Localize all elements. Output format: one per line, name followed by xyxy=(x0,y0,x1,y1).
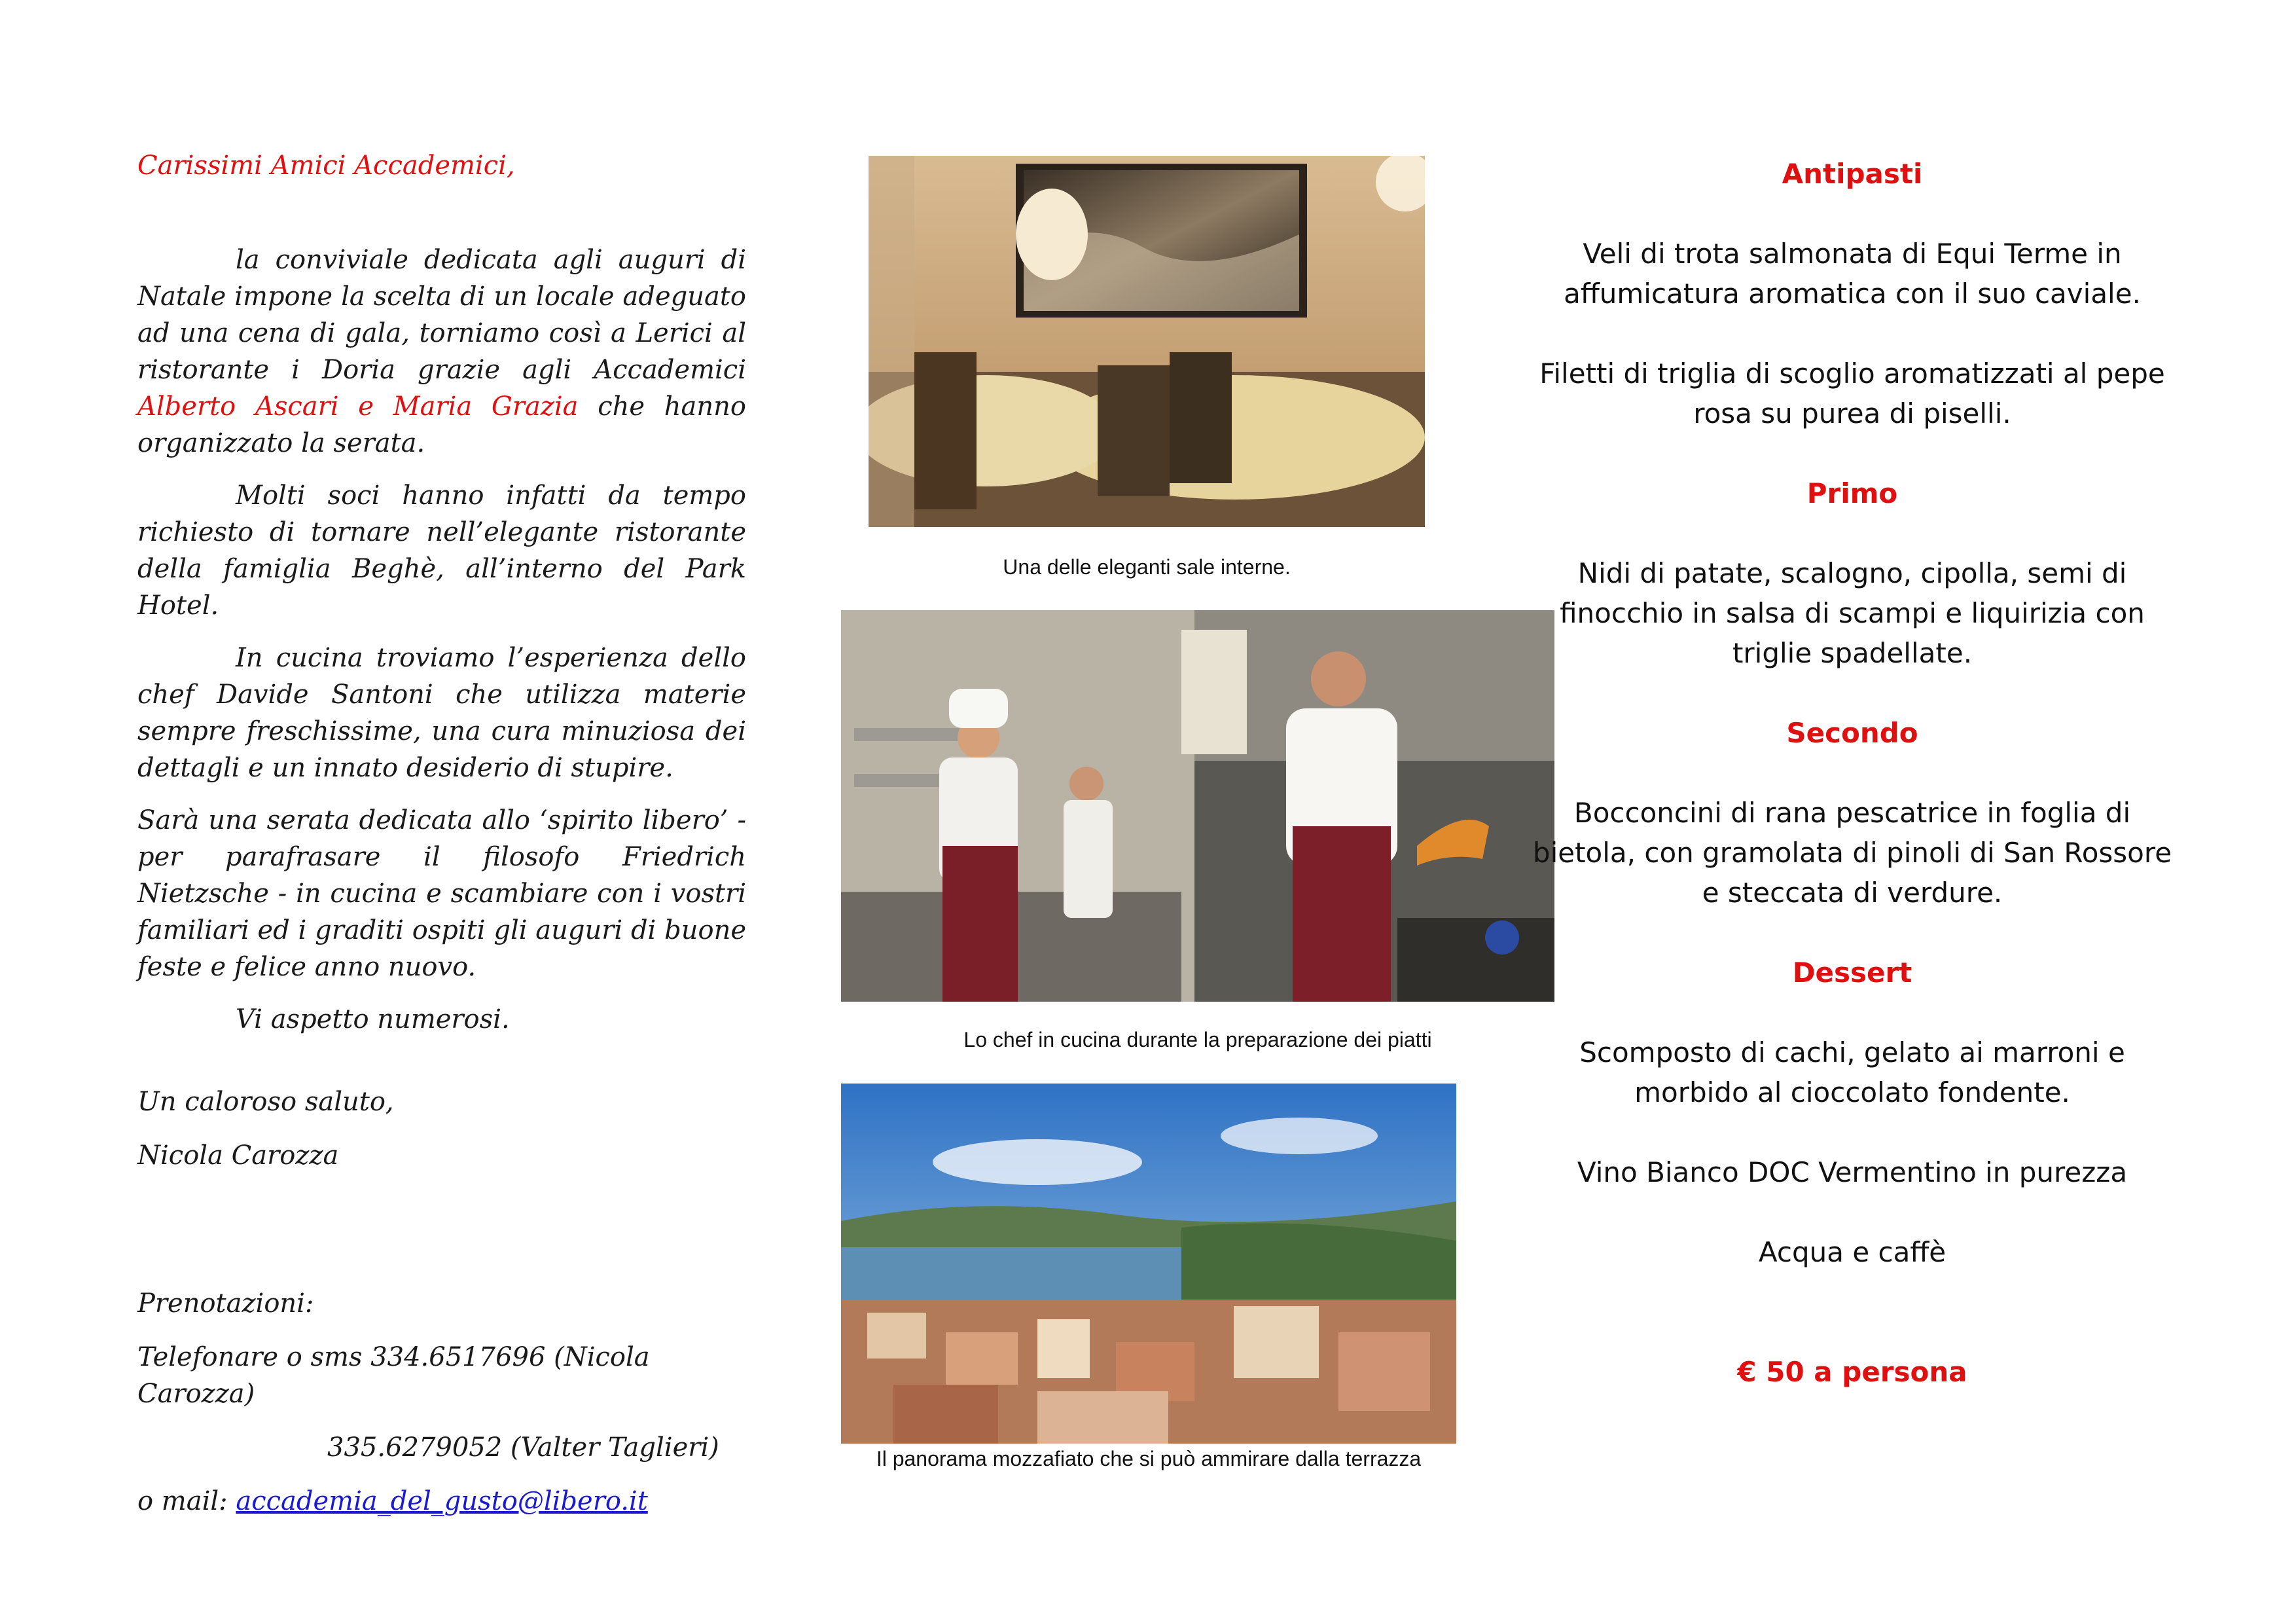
paragraph-chef: In cucina troviamo l’esperienza dello chef Davide Santoni che utilizza materie sempre freschissime, una cura minuziosa dei dettagli e un innato desiderio di stupire. xyxy=(137,643,746,783)
wine: Vino Bianco DOC Vermentino in purezza xyxy=(1577,1156,2128,1188)
secondo-dish: Bocconcini di rana pescatrice in foglia di bietola, con gramolata di pinoli di San Rossore e steccata di verdure. xyxy=(1532,797,2172,909)
paragraph-invite: Vi aspetto numerosi. xyxy=(236,1004,510,1034)
signature: Nicola Carozza xyxy=(137,1140,339,1171)
invitation-letter xyxy=(137,147,746,1537)
bookings-label: Prenotazioni: xyxy=(137,1288,314,1319)
phone-line-2: 335.6279052 (Valter Taglieri) xyxy=(327,1432,719,1463)
phone-line-1: Telefonare o sms 334.6517696 (Nicola Carozza) xyxy=(137,1342,650,1409)
dessert-heading: Dessert xyxy=(1792,957,1912,989)
paragraph-intro: la conviviale dedicata agli auguri di Natale impone la scelta di un locale adeguato ad una cena di gala, torniamo così a Lerici al ristorante i Doria grazie agli Accademici Alberto Ascari e Maria Grazia che hanno organizzato la serata. xyxy=(137,245,747,458)
secondo-heading: Secondo xyxy=(1786,717,1918,749)
kitchen-photo xyxy=(841,610,1554,1002)
price: € 50 a persona xyxy=(1737,1356,1967,1388)
mail-line: o mail: accademia_del_gusto@libero.it xyxy=(137,1486,648,1516)
signature-block xyxy=(137,1084,746,1174)
menu xyxy=(1525,154,2179,1392)
closing: Un caloroso saluto, xyxy=(137,1087,394,1117)
caption-panorama: Il panorama mozzafiato che si può ammirare dalla terrazza xyxy=(876,1447,1422,1470)
paragraph-evening: Sarà una serata dedicata allo ‘spirito libero’ - per parafrasare il filosofo Friedrich Nietzsche - in cucina e scambiare con i vostri familiari ed i graditi ospiti gli auguri di buone feste e felice anno nuovo. xyxy=(137,805,746,982)
primo-dish: Nidi di patate, scalogno, cipolla, semi di finocchio in salsa di scampi e liquirizia con triglie spadellate. xyxy=(1560,557,2145,669)
panorama-photo xyxy=(841,1084,1456,1444)
bookings-block xyxy=(137,1285,746,1520)
greeting: Carissimi Amici Accademici, xyxy=(137,151,515,181)
caption-kitchen: Lo chef in cucina durante la preparazione dei piatti xyxy=(963,1028,1432,1051)
antipasto-2: Filetti di triglia di scoglio aromatizzati al pepe rosa su purea di piselli. xyxy=(1539,357,2165,429)
caption-dining-room: Una delle eleganti sale interne. xyxy=(1003,555,1291,579)
antipasto-1: Veli di trota salmonata di Equi Terme in affumicatura aromatica con il suo caviale. xyxy=(1564,238,2141,310)
paragraph-restaurant: Molti soci hanno infatti da tempo richiesto di tornare nell’elegante ristorante della famiglia Beghè, all’interno del Park Hotel. xyxy=(137,481,746,621)
email-link[interactable]: accademia_del_gusto@libero.it xyxy=(236,1486,648,1516)
primo-heading: Primo xyxy=(1806,477,1898,509)
organizers-names: Alberto Ascari e Maria Grazia xyxy=(137,392,579,422)
antipasti-heading: Antipasti xyxy=(1782,158,1923,190)
dining-room-photo xyxy=(869,156,1425,527)
dessert-dish: Scomposto di cachi, gelato ai marroni e morbido al cioccolato fondente. xyxy=(1579,1036,2125,1108)
extras: Acqua e caffè xyxy=(1758,1236,1946,1268)
